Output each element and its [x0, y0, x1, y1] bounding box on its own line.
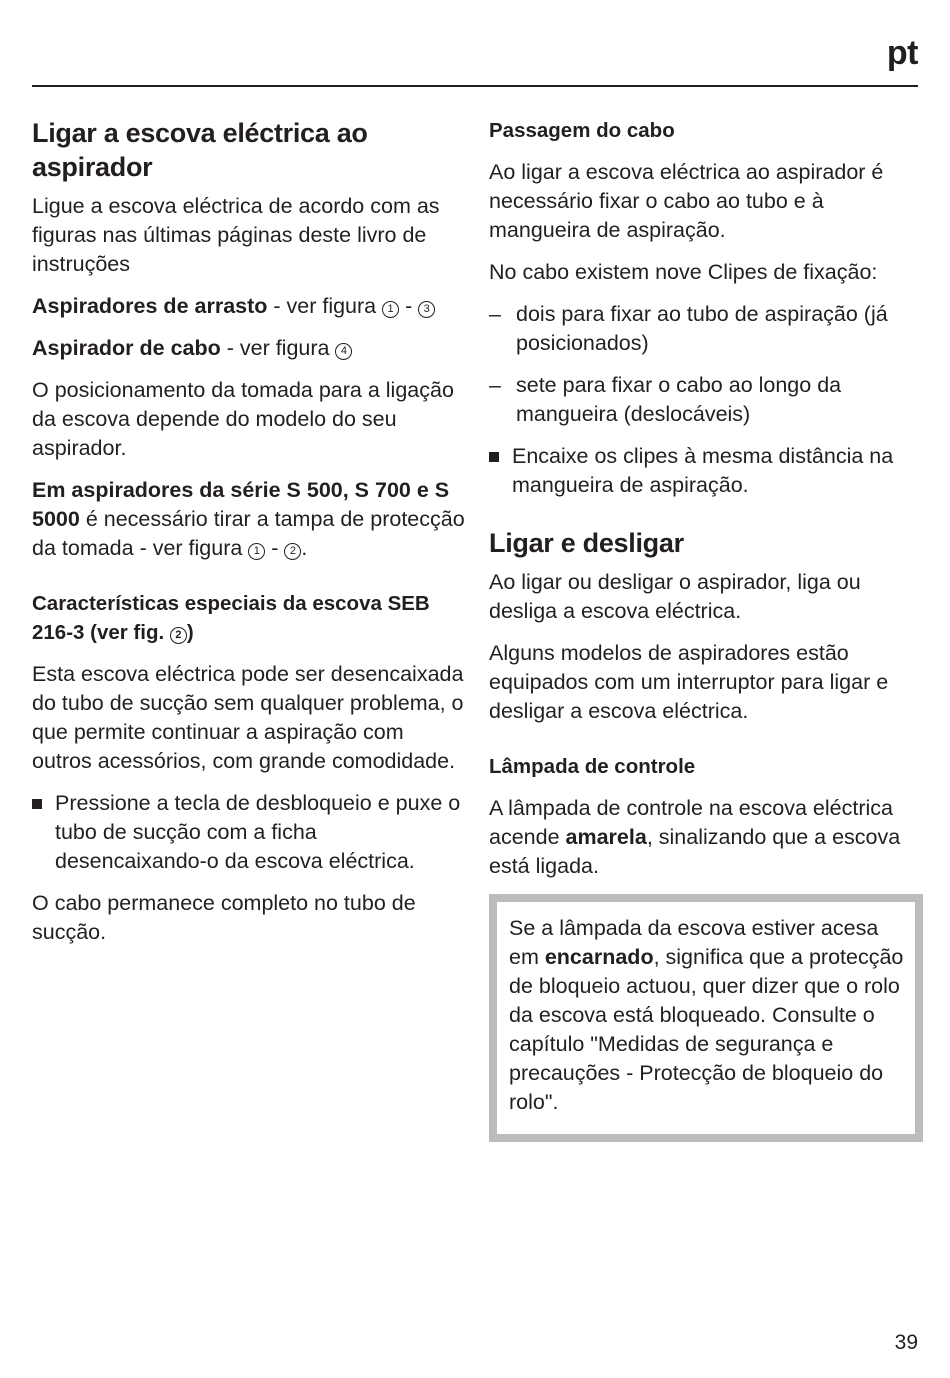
language-code: pt: [886, 34, 918, 72]
dash-mark: –: [489, 373, 501, 397]
right-column: [489, 108, 923, 1142]
figure-ref-4: 4: [335, 343, 352, 360]
lampada-heading: Lâmpada de controle: [489, 755, 696, 778]
lampada-paragraph: A lâmpada de controle na escova eléctrica acende amarela, sinalizando que a escova está ligada.: [489, 796, 901, 878]
ligar-paragraph: Ao ligar ou desligar o aspirador, liga ou desliga a escova eléctrica.: [489, 570, 861, 623]
passagem-paragraph: Ao ligar a escova eléctrica ao aspirador é necessário fixar o cabo ao tubo e à mangueira de aspiração.: [489, 160, 884, 242]
figure-ref-1: 1: [248, 543, 265, 560]
figure-ref-3: 3: [418, 301, 435, 318]
posicionamento-paragraph: O posicionamento da tomada para a ligação da escova depende do modelo do seu aspirador.: [32, 378, 454, 460]
arrasto-paragraph: Aspiradores de arrasto - ver figura 1 - 3: [32, 292, 466, 321]
figure-ref-1: 1: [382, 301, 399, 318]
bullet-item: [489, 442, 923, 500]
left-column: [32, 108, 466, 960]
figure-ref-2: 2: [170, 627, 187, 644]
warning-note-box: [489, 894, 923, 1142]
page-number: 39: [894, 1331, 918, 1354]
dash-item: [489, 300, 923, 358]
dash-text: sete para fixar o cabo ao longo da mangueira (deslocáveis): [516, 373, 842, 426]
bullet-square-icon: [32, 789, 55, 876]
cabo-permanece-paragraph: O cabo permanece completo no tubo de sucção.: [32, 891, 416, 944]
series-label: Em aspiradores da série S 500, S 700 e S 5000: [32, 478, 450, 531]
bullet-text: Encaixe os clipes à mesma distância na mangueira de aspiração.: [512, 444, 894, 497]
bullet-square-icon: [489, 442, 512, 500]
clipes-paragraph: No cabo existem nove Clipes de fixação:: [489, 260, 878, 284]
bullet-text: Pressione a tecla de desbloqueio e puxe o tubo de sucção com a ficha desencaixando-o da escova eléctrica.: [55, 791, 461, 873]
amarela-text: amarela: [565, 825, 647, 849]
bullet-item: [32, 789, 466, 876]
arrasto-label: Aspiradores de arrasto: [32, 294, 268, 318]
dash-item: [489, 371, 923, 429]
cabo-paragraph: Aspirador de cabo - ver figura 4: [32, 334, 466, 363]
encarnado-text: encarnado: [544, 945, 654, 969]
dash-mark: –: [489, 302, 501, 326]
cabo-label: Aspirador de cabo: [32, 336, 221, 360]
warning-note-text: Se a lâmpada da escova estiver acesa em encarnado, significa que a protecção de bloqueio actuou, quer dizer que o rolo da escova está bloqueado. Consulte o capítulo "Medidas de segurança e precauções - Protecção de bloqueio do rolo".: [509, 916, 904, 1114]
figure-ref-2: 2: [284, 543, 301, 560]
caracteristicas-heading: Características especiais da escova SEB 216-3 (ver fig. 2 ): [32, 592, 430, 644]
caracteristicas-paragraph: Esta escova eléctrica pode ser desencaixada do tubo de sucção sem qualquer problema, o que permite continuar a aspiração com outros acessórios, com grande comodidade.: [32, 662, 464, 773]
alguns-paragraph: Alguns modelos de aspiradores estão equipados com um interruptor para ligar e desligar a escova eléctrica.: [489, 641, 889, 723]
ligar-desligar-title: Ligar e desligar: [489, 528, 684, 558]
header-rule: [32, 85, 918, 87]
section-title: Ligar a escova eléctrica ao aspirador: [32, 118, 368, 182]
series-paragraph: Em aspiradores da série S 500, S 700 e S 5000 é necessário tirar a tampa de protecção da tomada - ver figura 1 - 2 .: [32, 478, 465, 560]
passagem-heading: Passagem do cabo: [489, 119, 675, 142]
dash-text: dois para fixar ao tubo de aspiração (já posicionados): [516, 302, 888, 355]
intro-paragraph: Ligue a escova eléctrica de acordo com as figuras nas últimas páginas deste livro de instruções: [32, 194, 440, 276]
